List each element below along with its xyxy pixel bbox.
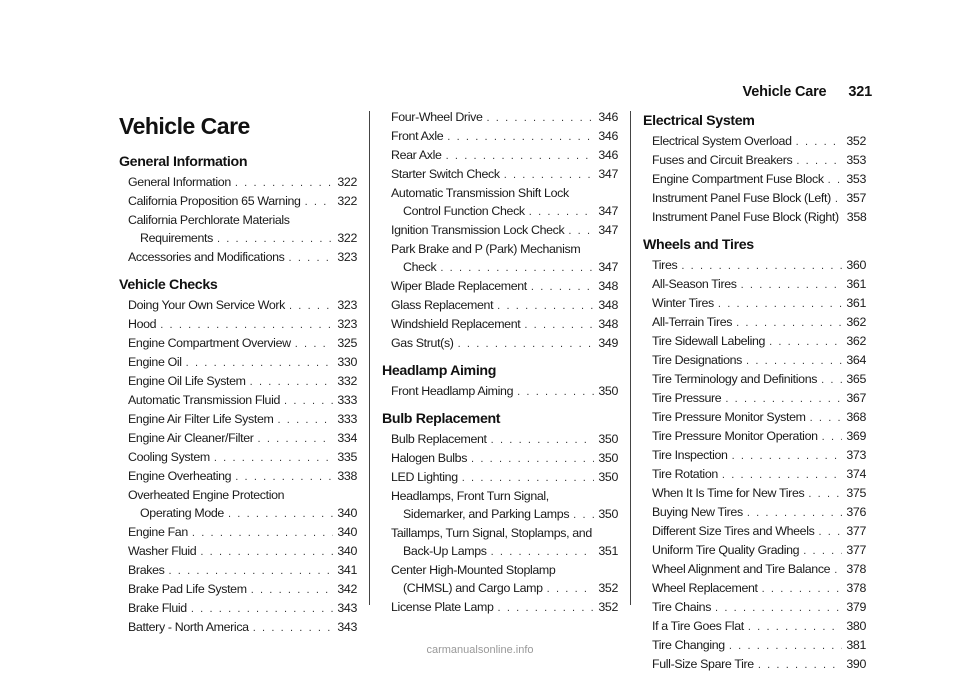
dot-leader: [835, 190, 843, 208]
toc-entry[interactable]: [119, 618, 357, 637]
dot-leader: [725, 390, 842, 408]
toc-entry-page: 350: [598, 432, 618, 446]
toc-entry-page: 346: [598, 148, 618, 162]
dot-leader: [200, 543, 333, 561]
dot-leader: [447, 128, 594, 146]
toc-entry[interactable]: [382, 334, 618, 353]
toc-entry[interactable]: [643, 427, 866, 446]
toc-entry[interactable]: [382, 505, 618, 524]
toc-entry[interactable]: [382, 315, 618, 334]
toc-entry-page: 347: [598, 260, 618, 274]
dot-leader: [517, 383, 594, 401]
toc-entry-title: Accessories and Modifications: [128, 250, 285, 264]
toc-entry-title: All-Season Tires: [652, 277, 737, 291]
toc-entry-page: 346: [598, 110, 618, 124]
dot-leader: [250, 373, 334, 391]
dot-leader: [305, 193, 334, 211]
toc-entry[interactable]: [382, 598, 618, 617]
toc-entry-title: Check: [403, 260, 437, 274]
toc-entry-page: 332: [337, 374, 357, 388]
toc-entry[interactable]: [119, 173, 357, 192]
toc-entry-title: Tire Chains: [652, 600, 712, 614]
dot-leader: [796, 133, 843, 151]
toc-column-2: [382, 108, 618, 617]
dot-leader: [531, 278, 594, 296]
toc-entry-page: 350: [598, 470, 618, 484]
toc-entry-title: Requirements: [140, 231, 213, 245]
toc-entry-page: 365: [846, 372, 866, 386]
dot-leader: [251, 581, 334, 599]
toc-entry-page: 379: [846, 600, 866, 614]
toc-entry-title: Tire Sidewall Labeling: [652, 334, 766, 348]
toc-entry[interactable]: [119, 504, 357, 523]
toc-entry-title: Hood: [128, 317, 157, 331]
toc-entry-page: 340: [337, 544, 357, 558]
toc-entry[interactable]: [643, 313, 866, 332]
toc-entry-title: If a Tire Goes Flat: [652, 619, 744, 633]
toc-entry-title: Windshield Replacement: [391, 317, 521, 331]
toc-entry[interactable]: [382, 382, 618, 401]
toc-entry-page: 322: [337, 175, 357, 189]
toc-entry[interactable]: [382, 127, 618, 146]
toc-entry-title: Gas Strut(s): [391, 336, 454, 350]
dot-leader: [573, 506, 594, 524]
toc-entry-page: 333: [337, 393, 357, 407]
dot-leader: [568, 222, 594, 240]
toc-entry-page: 369: [846, 429, 866, 443]
toc-entry[interactable]: [119, 391, 357, 410]
toc-entry-page: 364: [846, 353, 866, 367]
toc-entry-title: Instrument Panel Fuse Block (Left): [652, 191, 831, 205]
toc-entry-title: LED Lighting: [391, 470, 458, 484]
toc-entry-page: 348: [598, 317, 618, 331]
toc-entry[interactable]: [643, 503, 866, 522]
toc-entry-page: 322: [337, 231, 357, 245]
toc-entry-title: Rear Axle: [391, 148, 442, 162]
toc-entry-page: 380: [846, 619, 866, 633]
toc-entry-page: 350: [598, 384, 618, 398]
toc-entry-title: Operating Mode: [140, 506, 224, 520]
toc-entry-title: General Information: [128, 175, 231, 189]
toc-entry-page: 353: [846, 172, 866, 186]
dot-leader: [295, 335, 334, 353]
toc-entry[interactable]: [643, 351, 866, 370]
toc-entry[interactable]: [382, 146, 618, 165]
toc-entry-title: Winter Tires: [652, 296, 714, 310]
dot-leader: [446, 147, 595, 165]
dot-leader: [440, 259, 594, 277]
toc-entry[interactable]: [382, 277, 618, 296]
dot-leader: [458, 335, 595, 353]
toc-entry-page: 381: [846, 638, 866, 652]
toc-entry-title: Sidemarker, and Parking Lamps: [403, 507, 570, 521]
dot-leader: [235, 174, 334, 192]
toc-entry[interactable]: [643, 208, 866, 227]
dot-leader: [497, 297, 594, 315]
toc-entry-page: 378: [846, 581, 866, 595]
toc-entry-page: 358: [846, 210, 867, 224]
toc-entry-page: 377: [846, 524, 866, 538]
running-header: [743, 84, 872, 100]
column-divider: [369, 111, 370, 605]
toc-entry-page: 323: [337, 250, 357, 264]
section-heading-headlamp-aiming: Headlamp Aiming: [382, 363, 497, 379]
toc-entry[interactable]: [382, 430, 618, 449]
toc-entry-title: Front Axle: [391, 129, 444, 143]
toc-entry-page: 347: [598, 167, 618, 181]
toc-entry-page: 323: [337, 317, 357, 331]
toc-entry-page: 341: [337, 563, 357, 577]
toc-entry[interactable]: [643, 541, 866, 560]
dot-leader: [746, 352, 842, 370]
toc-entry-page: 348: [598, 298, 618, 312]
toc-entry-page: 322: [337, 194, 357, 208]
toc-entry-title-line1[interactable]: Automatic Transmission Shift Lock: [391, 186, 569, 200]
toc-entry-page: 390: [846, 657, 866, 671]
dot-leader: [491, 431, 595, 449]
toc-entry-title: (CHMSL) and Cargo Lamp: [403, 581, 543, 595]
toc-entry-title: Brake Fluid: [128, 601, 187, 615]
toc-entry[interactable]: [643, 151, 866, 170]
toc-entry-page: 323: [337, 298, 357, 312]
dot-leader: [821, 371, 842, 389]
toc-entry-title: Engine Air Cleaner/Filter: [128, 431, 254, 445]
toc-entry-page: 350: [598, 451, 618, 465]
toc-entry-title: Tire Rotation: [652, 467, 718, 481]
toc-entry-page: 335: [337, 450, 357, 464]
toc-entry-title-line1[interactable]: Overheated Engine Protection: [128, 488, 285, 502]
toc-entry-page: 361: [846, 296, 866, 310]
toc-entry[interactable]: [119, 229, 357, 248]
toc-entry-page: 343: [337, 620, 357, 634]
section-heading-wheels-and-tires: Wheels and Tires: [643, 237, 754, 253]
toc-entry[interactable]: [643, 617, 866, 636]
toc-entry-title: Different Size Tires and Wheels: [652, 524, 815, 538]
toc-entry[interactable]: [382, 468, 618, 487]
toc-entry[interactable]: [643, 132, 866, 151]
toc-entry-page: 346: [598, 129, 618, 143]
toc-entry-page: 374: [846, 467, 866, 481]
toc-entry[interactable]: [382, 108, 618, 127]
dot-leader: [258, 430, 334, 448]
toc-entry-title-line1[interactable]: Park Brake and P (Park) Mechanism: [391, 242, 581, 256]
toc-entry-title: Engine Compartment Fuse Block: [652, 172, 824, 186]
dot-leader: [191, 600, 334, 618]
toc-entry[interactable]: [119, 542, 357, 561]
toc-entry-page: 352: [598, 581, 618, 595]
toc-entry[interactable]: [119, 192, 357, 211]
toc-entry[interactable]: [382, 165, 618, 184]
toc-entry-title: Tire Pressure: [652, 391, 722, 405]
dot-leader: [834, 561, 842, 579]
toc-entry-title: Cooling System: [128, 450, 210, 464]
dot-leader: [160, 316, 333, 334]
toc-entry[interactable]: [643, 408, 866, 427]
toc-entry-page: 360: [846, 258, 866, 272]
dot-leader: [722, 466, 842, 484]
dot-leader: [747, 504, 843, 522]
toc-entry-title-line1[interactable]: Taillamps, Turn Signal, Stoplamps, and: [391, 526, 592, 540]
toc-entry-title: Brakes: [128, 563, 165, 577]
dot-leader: [681, 257, 842, 275]
section-heading-general-information: General Information: [119, 154, 248, 170]
toc-entry[interactable]: [382, 542, 618, 561]
toc-entry-title: All-Terrain Tires: [652, 315, 733, 329]
toc-entry-page: 357: [846, 191, 866, 205]
toc-entry-page: 378: [846, 562, 866, 576]
toc-entry-page: 376: [846, 505, 866, 519]
toc-entry-page: 361: [846, 277, 866, 291]
dot-leader: [486, 109, 594, 127]
toc-entry-title: Washer Fluid: [128, 544, 197, 558]
header-section-title: Vehicle Care: [742, 84, 827, 100]
toc-entry[interactable]: [119, 372, 357, 391]
toc-entry-title: Electrical System Overload: [652, 134, 792, 148]
page-number: 321: [848, 84, 872, 100]
toc-entry-title: Wiper Blade Replacement: [391, 279, 527, 293]
toc-entry-page: 368: [846, 410, 866, 424]
dot-leader: [732, 447, 843, 465]
dot-leader: [529, 203, 595, 221]
dot-leader: [808, 485, 842, 503]
toc-entry-title: Tire Designations: [652, 353, 743, 367]
toc-entry-title: Tire Changing: [652, 638, 725, 652]
toc-entry-page: 325: [337, 336, 357, 350]
toc-entry[interactable]: [643, 484, 866, 503]
toc-entry-title: Wheel Alignment and Tire Balance: [652, 562, 831, 576]
toc-entry-title: Starter Switch Check: [391, 167, 500, 181]
toc-entry[interactable]: [119, 580, 357, 599]
toc-entry[interactable]: [643, 170, 866, 189]
toc-entry-title: Battery - North America: [128, 620, 249, 634]
toc-entry-page: 350: [598, 507, 618, 521]
toc-entry-page: 351: [598, 544, 618, 558]
dot-leader: [715, 599, 842, 617]
page-title: Vehicle Care: [119, 113, 250, 139]
toc-entry[interactable]: [643, 256, 866, 275]
dot-leader: [822, 428, 843, 446]
toc-entry[interactable]: [643, 560, 866, 579]
toc-entry[interactable]: [119, 296, 357, 315]
toc-entry-title: Brake Pad Life System: [128, 582, 247, 596]
toc-entry-page: 362: [846, 334, 866, 348]
toc-entry-page: 349: [598, 336, 618, 350]
toc-entry[interactable]: [643, 389, 866, 408]
toc-entry[interactable]: [382, 221, 618, 240]
toc-entry-page: 347: [598, 204, 618, 218]
dot-leader: [214, 449, 334, 467]
toc-entry-title: Wheel Replacement: [652, 581, 758, 595]
toc-entry-title: Back-Up Lamps: [403, 544, 487, 558]
dot-leader: [471, 450, 594, 468]
dot-leader: [741, 276, 843, 294]
toc-entry-page: 377: [846, 543, 866, 557]
dot-leader: [762, 580, 843, 598]
toc-entry-title: Fuses and Circuit Breakers: [652, 153, 793, 167]
toc-entry[interactable]: [643, 598, 866, 617]
dot-leader: [462, 469, 595, 487]
toc-entry-page: 340: [337, 506, 357, 520]
toc-entry-page: 343: [337, 601, 357, 615]
dot-leader: [748, 618, 843, 636]
toc-entry-title: Engine Overheating: [128, 469, 232, 483]
toc-entry-title: Engine Compartment Overview: [128, 336, 291, 350]
toc-entry-page: 352: [598, 600, 618, 614]
dot-leader: [284, 392, 333, 410]
toc-entry-title-line1[interactable]: Center High-Mounted Stoplamp: [391, 563, 556, 577]
toc-entry[interactable]: [643, 579, 866, 598]
toc-entry[interactable]: [643, 275, 866, 294]
toc-entry-title: Ignition Transmission Lock Check: [391, 223, 565, 237]
dot-leader: [192, 524, 333, 542]
dot-leader: [504, 166, 595, 184]
toc-entry[interactable]: [119, 429, 357, 448]
dot-leader: [547, 580, 595, 598]
dot-leader: [736, 314, 842, 332]
dot-leader: [289, 297, 333, 315]
toc-entry-title-line1[interactable]: California Perchlorate Materials: [128, 213, 290, 227]
toc-entry-page: 352: [846, 134, 866, 148]
toc-entry-title: Tire Inspection: [652, 448, 728, 462]
toc-entry[interactable]: [643, 522, 866, 541]
toc-entry[interactable]: [382, 449, 618, 468]
toc-entry-page: 334: [337, 431, 357, 445]
toc-entry-page: 342: [337, 582, 357, 596]
toc-entry[interactable]: [119, 561, 357, 580]
toc-entry-title: Buying New Tires: [652, 505, 743, 519]
toc-entry-title: Tire Terminology and Definitions: [652, 372, 818, 386]
watermark-footer[interactable]: carmanualsonline.info: [426, 644, 534, 656]
toc-entry-title: California Proposition 65 Warning: [128, 194, 301, 208]
dot-leader: [228, 505, 333, 523]
section-heading-bulb-replacement: Bulb Replacement: [382, 411, 501, 427]
toc-entry-title: Glass Replacement: [391, 298, 494, 312]
toc-entry-title: Front Headlamp Aiming: [391, 384, 514, 398]
toc-entry-title: Automatic Transmission Fluid: [128, 393, 281, 407]
dot-leader: [235, 468, 333, 486]
section-heading-vehicle-checks: Vehicle Checks: [119, 277, 218, 293]
column-divider: [630, 111, 631, 605]
toc-entry-title: Engine Oil Life System: [128, 374, 246, 388]
toc-entry[interactable]: [643, 294, 866, 313]
toc-entry-page: 367: [846, 391, 866, 405]
toc-column-1: [119, 152, 357, 637]
dot-leader: [828, 171, 843, 189]
dot-leader: [186, 354, 334, 372]
toc-entry-page: 375: [846, 486, 866, 500]
toc-entry-page: 338: [337, 469, 357, 483]
toc-entry[interactable]: [119, 448, 357, 467]
dot-leader: [803, 542, 842, 560]
toc-entry-title: Control Function Check: [403, 204, 525, 218]
dot-leader: [168, 562, 333, 580]
toc-entry[interactable]: [382, 296, 618, 315]
toc-entry[interactable]: [643, 465, 866, 484]
toc-entry-title: License Plate Lamp: [391, 600, 494, 614]
toc-entry-page: 347: [598, 223, 618, 237]
toc-entry[interactable]: [119, 334, 357, 353]
dot-leader: [289, 249, 334, 267]
toc-entry-title: Engine Oil: [128, 355, 182, 369]
toc-entry-page: 330: [337, 355, 357, 369]
toc-entry-title: Tire Pressure Monitor Operation: [652, 429, 818, 443]
toc-column-3: [643, 111, 866, 674]
toc-entry[interactable]: [643, 189, 866, 208]
toc-entry[interactable]: [643, 332, 866, 351]
toc-entry-title: When It Is Time for New Tires: [652, 486, 805, 500]
toc-entry[interactable]: [643, 370, 866, 389]
dot-leader: [277, 411, 333, 429]
toc-entry-title: Engine Air Filter Life System: [128, 412, 274, 426]
dot-leader: [524, 316, 594, 334]
toc-entry-page: 333: [337, 412, 357, 426]
dot-leader: [217, 230, 333, 248]
toc-entry-title: Uniform Tire Quality Grading: [652, 543, 800, 557]
dot-leader: [796, 152, 842, 170]
toc-entry[interactable]: [643, 446, 866, 465]
toc-entry-title: Four-Wheel Drive: [391, 110, 483, 124]
dot-leader: [810, 409, 843, 427]
toc-entry-title: Halogen Bulbs: [391, 451, 468, 465]
toc-entry[interactable]: [382, 202, 618, 221]
toc-entry-title: Bulb Replacement: [391, 432, 487, 446]
dot-leader: [818, 523, 842, 541]
toc-entry[interactable]: [119, 410, 357, 429]
toc-entry-title: Instrument Panel Fuse Block (Right): [652, 210, 839, 224]
toc-entry-title: Full-Size Spare Tire: [652, 657, 754, 671]
toc-entry-page: 362: [846, 315, 866, 329]
dot-leader: [253, 619, 334, 637]
toc-entry[interactable]: [119, 523, 357, 542]
toc-entry-title: Engine Fan: [128, 525, 188, 539]
toc-entry-page: 353: [846, 153, 866, 167]
toc-entry-title: Doing Your Own Service Work: [128, 298, 285, 312]
dot-leader: [769, 333, 842, 351]
toc-entry-page: 373: [846, 448, 866, 462]
toc-entry[interactable]: [119, 248, 357, 267]
toc-entry[interactable]: [382, 579, 618, 598]
toc-entry-page: 348: [598, 279, 618, 293]
toc-entry-title-line1[interactable]: Headlamps, Front Turn Signal,: [391, 489, 549, 503]
toc-entry-page: 340: [337, 525, 357, 539]
dot-leader: [718, 295, 842, 313]
toc-entry[interactable]: [119, 599, 357, 618]
toc-entry[interactable]: [119, 315, 357, 334]
toc-entry[interactable]: [119, 353, 357, 372]
dot-leader: [491, 543, 595, 561]
toc-entry-title: Tires: [652, 258, 678, 272]
toc-entry-title: Tire Pressure Monitor System: [652, 410, 806, 424]
toc-entry[interactable]: [382, 258, 618, 277]
section-heading-electrical-system: Electrical System: [643, 113, 755, 129]
dot-leader: [498, 599, 595, 617]
toc-entry[interactable]: [119, 467, 357, 486]
